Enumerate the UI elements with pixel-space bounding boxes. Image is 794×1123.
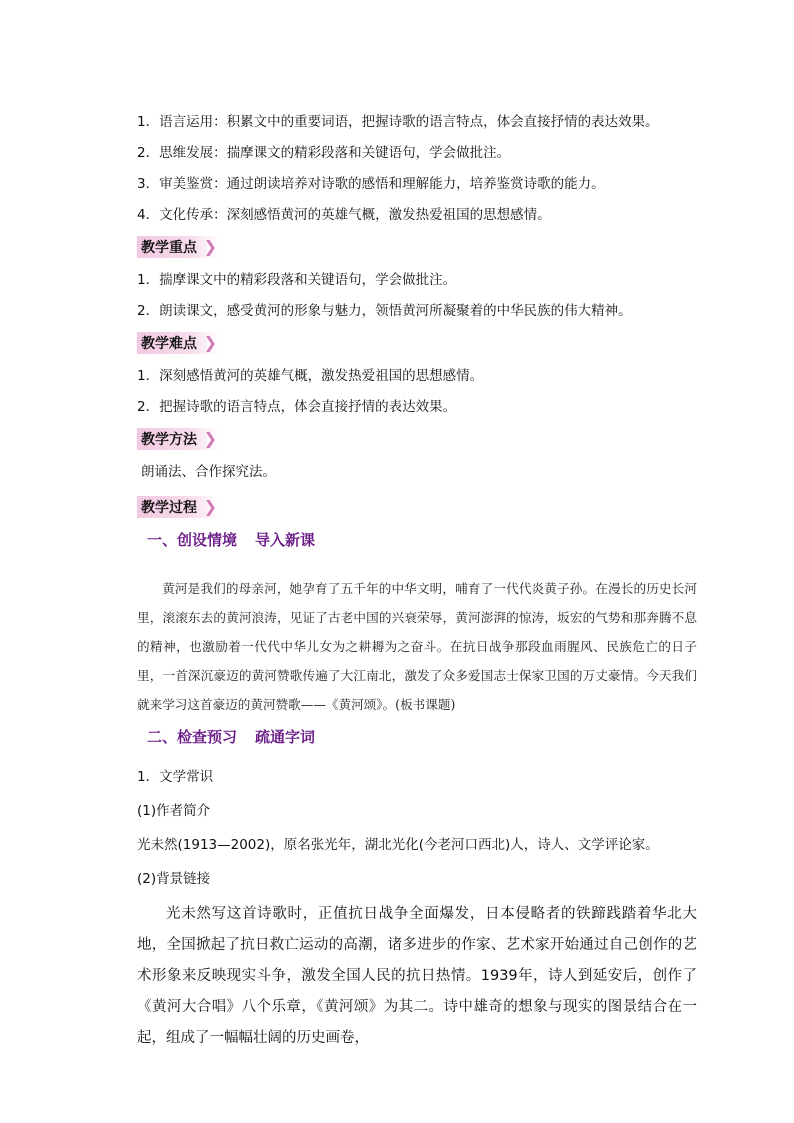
methods-label: 教学方法 — [141, 432, 197, 448]
literary-knowledge-heading: 1．文学常识 — [137, 769, 214, 785]
lesson-plan — [137, 112, 697, 1054]
section-heading-1: 一、创设情境 导入新课 — [147, 531, 316, 549]
author-heading: (1)作者简介 — [137, 803, 211, 819]
chevron-right-icon: ❯ — [203, 237, 217, 256]
methods-text: 朗诵法、合作探究法。 — [141, 464, 276, 480]
key-point-1: 1．揣摩课文中的精彩段落和关键语句，学会做批注。 — [137, 272, 457, 288]
key-points-label: 教学重点 — [141, 240, 197, 256]
process-badge — [137, 496, 219, 518]
intro-paragraph: 黄河是我们的母亲河，她孕育了五千年的中华文明，哺育了一代代炎黄子孙。在漫长的历史长河里，滚滚东去的黄河浪涛，见证了古老中国的兴衰荣辱，黄河澎湃的惊涛，坂宏的气势和那奔腾不息的精神，也激励着一代代中华儿女为之耕耨为之奋斗。在抗日战争那段血雨腥风、民族危亡的日子里，一首深沉豪迈的黄河赞歌传遍了大江南北，激发了众多爱国志士保家卫国的万丈豪情。今天我们就来学习这首豪迈的黄河赞歌——《黄河颂》。(板书课题) — [137, 581, 697, 712]
objective-3: 3．审美鉴赏：通过朗读培养对诗歌的感悟和理解能力，培养鉴赏诗歌的能力。 — [137, 176, 605, 192]
chevron-right-icon: ❯ — [203, 497, 217, 516]
objective-4: 4．文化传承：深刻感悟黄河的英雄气概，激发热爱祖国的思想感情。 — [137, 207, 551, 223]
difficulties-label: 教学难点 — [141, 336, 197, 352]
author-text: 光未然(1913—2002)，原名张光年，湖北光化(今老河口西北)人，诗人、文学评论家。 — [137, 837, 659, 853]
methods-badge — [137, 428, 219, 450]
difficulty-1: 1．深刻感悟黄河的英雄气概，激发热爱祖国的思想感情。 — [137, 368, 484, 384]
chevron-right-icon: ❯ — [203, 429, 217, 448]
chevron-right-icon: ❯ — [203, 333, 217, 352]
objective-1: 1．语言运用：积累文中的重要词语，把握诗歌的语言特点，体会直接抒情的表达效果。 — [137, 114, 659, 130]
key-point-2: 2．朗读课文，感受黄河的形象与魅力，领悟黄河所凝聚着的中华民族的伟大精神。 — [137, 303, 632, 319]
process-label: 教学过程 — [141, 500, 197, 516]
background-heading: (2)背景链接 — [137, 871, 211, 887]
key-points-badge — [137, 236, 219, 258]
difficulties-badge — [137, 332, 219, 354]
section-heading-2: 二、检查预习 疏通字词 — [147, 728, 316, 746]
difficulty-2: 2．把握诗歌的语言特点，体会直接抒情的表达效果。 — [137, 399, 457, 415]
background-paragraph: 光未然写这首诗歌时，正值抗日战争全面爆发，日本侵略者的铁蹄践踏着华北大地，全国掀起了抗日救亡运动的高潮，诸多进步的作家、艺术家开始通过自己创作的艺术形象来反映现实斗争，激发全国人民的抗日热情。1939年，诗人到延安后，创作了《黄河大合唱》八个乐章，《黄河颂》为其二。诗中雄奇的想象与现实的图景结合在一起，组成了一幅幅壮阔的历史画卷， — [137, 906, 697, 1046]
objective-2: 2．思维发展：揣摩课文的精彩段落和关键语句，学会做批注。 — [137, 145, 511, 161]
